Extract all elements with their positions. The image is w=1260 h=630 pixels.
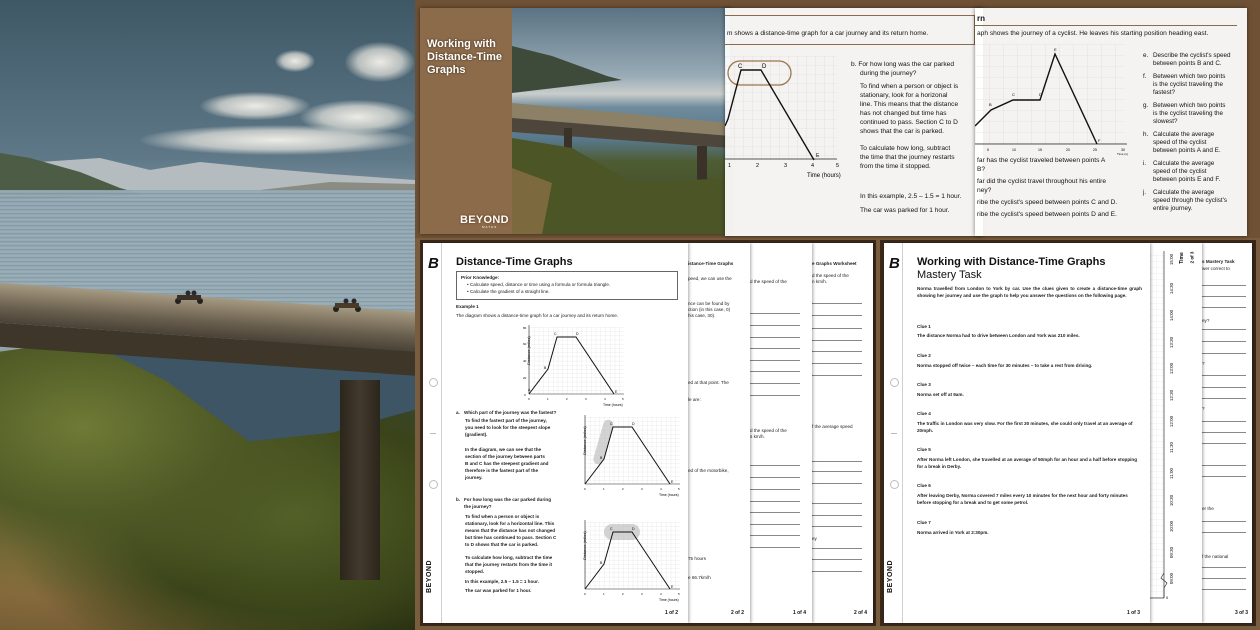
answer-line[interactable]: [812, 351, 862, 352]
page-header: s Mastery Task: [1202, 259, 1235, 264]
question-line: far did the cyclist travel throughout his entire: [977, 178, 1107, 185]
answer-line[interactable]: [1202, 532, 1246, 533]
answer-line[interactable]: [750, 360, 800, 361]
slide-title-text: [427, 38, 507, 77]
svg-text:10: 10: [1012, 148, 1016, 152]
svg-text:D: D: [632, 422, 635, 426]
answer-line[interactable]: [812, 461, 862, 462]
text-fragment: nce can be found by: [688, 301, 730, 306]
text-fragment: ?: [1202, 406, 1205, 411]
example-text: In this example, 2.5 – 1.5 = 1 hour.: [860, 193, 962, 200]
text-fragment: s km/h.: [750, 434, 765, 439]
svg-text:F: F: [1098, 138, 1101, 143]
answer-line[interactable]: [750, 395, 800, 396]
question-h: h. Calculate the average speed of the cyclist between points A and E.: [1143, 131, 1221, 154]
question-line: b. For how long was the car parked: [851, 61, 954, 68]
answer-line[interactable]: [750, 383, 800, 384]
page-subtitle: Mastery Task: [917, 269, 982, 281]
svg-text:1: 1: [603, 487, 605, 491]
question-line: B?: [977, 166, 986, 173]
answer-line[interactable]: [812, 340, 862, 341]
svg-text:Time (hours): Time (hours): [659, 598, 679, 602]
question-a: a. Which part of the journey was the fastest?: [456, 410, 557, 415]
question-b-hint: To find when a person or object is stationary, look for a horizontal line. This means that the distance has not changed but time has continued to pass. Section C to D shows that the car is parked.: [465, 514, 557, 547]
answer-line[interactable]: [750, 477, 800, 478]
intro-text: Norma travelled from London to York by car. Use the clues given to create a distance-time graph showing her journey and use the graph to help you answer the questions on the following page.: [917, 286, 1142, 298]
car-graph: [725, 56, 843, 184]
text-fragment: d the speed of the: [750, 428, 787, 433]
explanation-line: shows that the car is parked.: [860, 128, 944, 135]
answer-line[interactable]: [1202, 285, 1246, 286]
svg-text:C: C: [610, 527, 613, 531]
question-line: ribe the cyclist's speed between points C and D.: [977, 199, 1118, 206]
answer-line[interactable]: [750, 371, 800, 372]
time-axis-label: Time: [1178, 252, 1185, 264]
answer-line[interactable]: [1202, 476, 1246, 477]
question-a-answer: In the diagram, we can see that the section of the journey between parts B and C has the steepest gradient and therefore is the fastest part of the journey.: [465, 447, 549, 480]
svg-text:Time (s): Time (s): [1117, 152, 1128, 156]
example-text: In this example, 2.5 – 1.5 = 1 hour.: [465, 579, 539, 584]
answer-line[interactable]: [1202, 443, 1246, 444]
svg-text:1: 1: [728, 163, 732, 169]
text-fragment: ction (in this case, 0): [688, 307, 731, 312]
answer-line[interactable]: [812, 483, 862, 484]
prior-knowledge-item: • Calculate the gradient of a straight line.: [467, 289, 550, 294]
answer-line[interactable]: [1202, 589, 1246, 590]
calc-line: from the time it stopped.: [860, 163, 931, 170]
text-fragment: d the speed of the: [750, 279, 787, 284]
cloud: [200, 92, 310, 120]
prior-knowledge-item: • Calculate speed, distance or time using a formula or formula triangle.: [467, 282, 611, 287]
answer-line[interactable]: [812, 559, 862, 560]
beyond-b-logo: B: [889, 255, 900, 272]
intro-text: aph shows the journey of a cyclist. He leaves his starting position heading east.: [977, 30, 1209, 37]
clue-label: Clue 7: [917, 520, 931, 525]
text-fragment: f the national: [1202, 554, 1229, 559]
prior-knowledge-label: Prior Knowledge:: [461, 275, 500, 280]
svg-text:C: C: [1012, 92, 1015, 97]
answer-line[interactable]: [1202, 432, 1246, 433]
svg-text:D: D: [576, 332, 579, 336]
clue-text: The distance Norma had to drive between London and York was 210 miles.: [917, 333, 1080, 338]
answer-line[interactable]: [1202, 387, 1246, 388]
svg-text:E: E: [1054, 47, 1057, 52]
svg-text:E: E: [615, 390, 618, 394]
answer-line[interactable]: [750, 348, 800, 349]
svg-text:A: A: [528, 388, 531, 392]
question-j: j. Calculate the average speed through the cyclist's entire journey.: [1143, 189, 1228, 212]
svg-text:5: 5: [678, 487, 680, 491]
mastery-page-2[interactable]: [1150, 243, 1202, 623]
beyond-brand: BEYOND: [887, 560, 894, 593]
punch-hole: [890, 480, 899, 489]
answer-line[interactable]: [1202, 398, 1246, 399]
answer-line[interactable]: [1202, 375, 1246, 376]
time-axis-ticks: 15:00 14:30 14:00 13:30 13:00 12:30 12:00 11:30 11:00 10:30 10:00 09:30 09:00: [1168, 253, 1175, 585]
worksheet-page-4[interactable]: [812, 243, 873, 623]
svg-text:3: 3: [784, 163, 788, 169]
clue-label: Clue 6: [917, 483, 931, 488]
answer-line[interactable]: [812, 515, 862, 516]
question-a-hint: To find the fastest part of the journey, you need to look for the steepest slope (gradient).: [465, 418, 551, 437]
slide-photo: [512, 8, 730, 234]
answer-line[interactable]: [750, 325, 800, 326]
answer-line[interactable]: [812, 503, 862, 504]
mastery-page-1[interactable]: [884, 243, 1150, 623]
svg-text:2: 2: [622, 592, 624, 596]
title-line: Graphs: [427, 64, 466, 76]
svg-text:20: 20: [1066, 148, 1070, 152]
svg-text:2: 2: [622, 487, 624, 491]
header-text: rn: [977, 14, 985, 23]
clue-label: Clue 4: [917, 411, 931, 416]
explanation-line: has not changed but time has: [860, 110, 947, 117]
svg-text:5: 5: [836, 163, 840, 169]
svg-text:25: 25: [1093, 148, 1097, 152]
svg-text:E: E: [671, 480, 674, 484]
text-fragment: ey: [812, 536, 817, 541]
header-rule: [975, 25, 1237, 26]
text-fragment: ?: [1202, 361, 1205, 366]
svg-text:3: 3: [641, 487, 643, 491]
slide-title[interactable]: [420, 8, 730, 234]
svg-text:E: E: [671, 585, 674, 589]
motorcycle-icon: [172, 290, 208, 304]
svg-text:1: 1: [603, 592, 605, 596]
slide-car-journey[interactable]: [725, 8, 983, 236]
distance-time-graph-parked: [571, 518, 681, 604]
y-axis-label: Distance (miles): [526, 336, 531, 365]
answer-line[interactable]: [812, 303, 862, 304]
svg-text:4: 4: [660, 487, 662, 491]
beyond-b-logo: B: [428, 255, 439, 272]
fold-mark: [430, 433, 436, 434]
clue-label: Clue 5: [917, 447, 931, 452]
cyclist-graph: [975, 44, 1135, 156]
svg-text:40: 40: [523, 359, 527, 363]
svg-text:5: 5: [987, 148, 989, 152]
text-fragment: 75 hours: [688, 556, 706, 561]
page-number: 2 of 3: [1189, 251, 1195, 264]
page-header: e Graphs Worksheet: [812, 261, 857, 266]
svg-text:D: D: [1039, 92, 1042, 97]
svg-text:B: B: [544, 366, 547, 370]
answer-line[interactable]: [812, 526, 862, 527]
svg-text:Distance (miles): Distance (miles): [582, 426, 587, 455]
svg-text:D: D: [632, 527, 635, 531]
point-e: E: [816, 153, 820, 159]
text-fragment: peed, we can use the: [688, 276, 732, 281]
cloud: [275, 50, 315, 72]
mastery-page-3[interactable]: [1202, 243, 1252, 623]
beyond-logo: BEYOND: [460, 214, 509, 226]
svg-text:0: 0: [528, 397, 530, 401]
question-line: ney?: [977, 187, 992, 194]
worksheet-page-2[interactable]: [688, 243, 750, 623]
text-fragment: wer correct to: [1202, 266, 1230, 271]
text-fragment: ed of the motorbike,: [688, 468, 729, 473]
header-text: m shows a distance-time graph for a car journey and its return home.: [727, 30, 929, 37]
bridge-pillar: [340, 380, 380, 580]
svg-text:B: B: [600, 456, 603, 460]
text-fragment: his case, 30).: [688, 313, 716, 318]
svg-text:1: 1: [547, 397, 549, 401]
text-fragment: e 66.7km/h: [688, 575, 711, 580]
answer-line[interactable]: [1202, 465, 1246, 466]
answer-line[interactable]: [750, 337, 800, 338]
question-g: g. Between which two points is the cyclist traveling the slowest?: [1143, 102, 1226, 125]
svg-text:Time (hours): Time (hours): [659, 493, 679, 497]
svg-text:3: 3: [641, 592, 643, 596]
beyond-logo-sub: MATHS: [482, 225, 498, 229]
page-title: Distance-Time Graphs: [456, 256, 573, 268]
question-f: f. Between which two points is the cyclist traveling the fastest?: [1143, 73, 1226, 96]
text-fragment: f the average speed: [812, 424, 853, 429]
svg-text:Distance (miles): Distance (miles): [582, 531, 587, 560]
question-line: far has the cyclist traveled between points A: [977, 157, 1106, 164]
svg-text:5: 5: [678, 592, 680, 596]
text-fragment: le are:: [688, 397, 701, 402]
explanation-line: stationary, look for a horizonal: [860, 92, 948, 99]
title-line: Working with: [427, 38, 496, 50]
answer-line[interactable]: [750, 313, 800, 314]
svg-text:80: 80: [523, 326, 527, 330]
answer-line[interactable]: [750, 535, 800, 536]
calc-line: the time that the journey restarts: [860, 154, 955, 161]
hero-photo: [0, 0, 415, 630]
distance-time-graph-steepest: [571, 413, 681, 499]
svg-text:2: 2: [566, 397, 568, 401]
clue-text: Norma set off at 9am.: [917, 392, 964, 397]
page-number: 3 of 3: [1234, 610, 1248, 616]
question-e: e. Describe the cyclist's speed between points B and C.: [1143, 52, 1231, 67]
clue-text: After leaving Derby, Norma covered 7 miles every 10 minutes for the next hour and forty minutes before stopping for a break and to get some petrol.: [917, 493, 1128, 505]
bridge-landscape: [512, 8, 730, 234]
page-title: Working with Distance-Time Graphs: [917, 256, 1106, 268]
svg-text:4: 4: [604, 397, 606, 401]
answer-line[interactable]: [750, 512, 800, 513]
svg-text:2: 2: [756, 163, 760, 169]
answer-line[interactable]: [1202, 341, 1246, 342]
question-b: b. For how long was the car parked during the journey?: [456, 497, 552, 509]
answer-line[interactable]: [812, 328, 862, 329]
answer-line[interactable]: [812, 315, 862, 316]
answer-line[interactable]: [812, 548, 862, 549]
answer-line[interactable]: [812, 571, 862, 572]
question-line: during the journey?: [860, 70, 917, 77]
svg-text:60: 60: [523, 342, 527, 346]
answer-line[interactable]: [750, 501, 800, 502]
page-header: istance-Time Graphs: [688, 261, 734, 266]
answer-line[interactable]: [1202, 567, 1246, 568]
clue-label: Clue 2: [917, 353, 931, 358]
answer-line[interactable]: [812, 471, 862, 472]
beyond-brand: BEYOND: [426, 560, 433, 593]
answer-line[interactable]: [750, 489, 800, 490]
clue-text: The traffic in London was very slow. For the first 30 minutes, she could only travel at an average of 20mph.: [917, 421, 1133, 433]
svg-text:3: 3: [585, 397, 587, 401]
x-axis-label: Time (hours): [603, 403, 623, 407]
svg-text:B: B: [600, 561, 603, 565]
text-fragment: d the speed of the: [812, 273, 849, 278]
question-b-calc: To calculate how long, subtract the time that the journey restarts from the time it stopped.: [465, 555, 553, 574]
svg-text:C: C: [554, 332, 557, 336]
answer-line[interactable]: [812, 375, 862, 376]
page-number: 2 of 2: [730, 610, 744, 616]
punch-hole: [890, 378, 899, 387]
svg-text:20: 20: [523, 376, 527, 380]
slide-cyclist[interactable]: [975, 8, 1247, 236]
explanation-line: continued to pass. Section C to D: [860, 119, 958, 126]
answer-text: The car was parked for 1 hour.: [465, 588, 532, 593]
worksheet-page-1[interactable]: [423, 243, 688, 623]
svg-text:0: 0: [524, 393, 526, 397]
page-number: 1 of 3: [1126, 610, 1140, 616]
text-fragment: er the: [1202, 506, 1214, 511]
margin-line: [441, 243, 442, 623]
svg-text:C: C: [610, 422, 613, 426]
point-c: C: [738, 64, 743, 70]
svg-text:30: 30: [1121, 148, 1125, 152]
punch-hole: [429, 378, 438, 387]
answer-line[interactable]: [1202, 353, 1246, 354]
answer-line[interactable]: [812, 363, 862, 364]
explanation-line: line. This means that the distance: [860, 101, 959, 108]
svg-text:4: 4: [660, 592, 662, 596]
example-intro: The diagram shows a distance-time graph for a car journey and its return home.: [456, 313, 619, 318]
clue-label: Clue 3: [917, 382, 931, 387]
page-number: 2 of 4: [853, 610, 867, 616]
calc-line: To calculate how long, subtract: [860, 145, 951, 152]
x-axis-label: Time (hours): [807, 173, 841, 179]
margin-line: [902, 243, 903, 623]
fold-mark: [891, 433, 897, 434]
question-line: ribe the cyclist's speed between points D and E.: [977, 211, 1117, 218]
answer-line[interactable]: [750, 524, 800, 525]
text-fragment: n km/h.: [812, 279, 828, 284]
clue-text: Norma stopped off twice – each time for 30 minutes – to take a rest from driving.: [917, 363, 1093, 368]
answer-line[interactable]: [1202, 421, 1246, 422]
answer-line[interactable]: [1202, 329, 1246, 330]
clue-text: After Norma left London, she travelled at an average of 50mph for an hour and a half before stopping for a break in Derby.: [917, 457, 1138, 469]
answer-line[interactable]: [1202, 296, 1246, 297]
svg-text:0: 0: [584, 592, 586, 596]
point-d: D: [762, 64, 767, 70]
prior-knowledge-box: [456, 271, 678, 300]
svg-text:B: B: [989, 102, 992, 107]
distance-time-graph: [515, 323, 625, 409]
worksheet-page-3[interactable]: [750, 243, 812, 623]
question-list: [1143, 52, 1247, 213]
page-number: 1 of 2: [664, 610, 678, 616]
answer-line[interactable]: [750, 547, 800, 548]
title-line: Distance-Time: [427, 51, 502, 63]
svg-text:15: 15: [1038, 148, 1042, 152]
answer-line[interactable]: [1202, 578, 1246, 579]
punch-hole: [429, 480, 438, 489]
svg-text:4: 4: [811, 163, 815, 169]
example-label: Example 1: [456, 304, 479, 309]
answer-text: The car was parked for 1 hour.: [860, 207, 950, 214]
clue-label: Clue 1: [917, 324, 931, 329]
svg-text:5: 5: [622, 397, 624, 401]
motorcycle-icon: [330, 298, 366, 312]
clue-text: Norma arrived in York at 2:30pm.: [917, 530, 989, 535]
text-fragment: ed at that point. The: [688, 380, 729, 385]
page-number: 1 of 4: [792, 610, 806, 616]
question-i: i. Calculate the average speed of the cyclist between points E and F.: [1143, 160, 1221, 183]
text-fragment: ey?: [1202, 318, 1210, 323]
answer-line[interactable]: [750, 465, 800, 466]
explanation-line: To find when a person or object is: [860, 83, 959, 90]
answer-line[interactable]: [1202, 521, 1246, 522]
origin-label: 0: [1166, 595, 1169, 600]
answer-line[interactable]: [1202, 307, 1246, 308]
svg-text:0: 0: [584, 487, 586, 491]
cloud: [345, 42, 415, 82]
